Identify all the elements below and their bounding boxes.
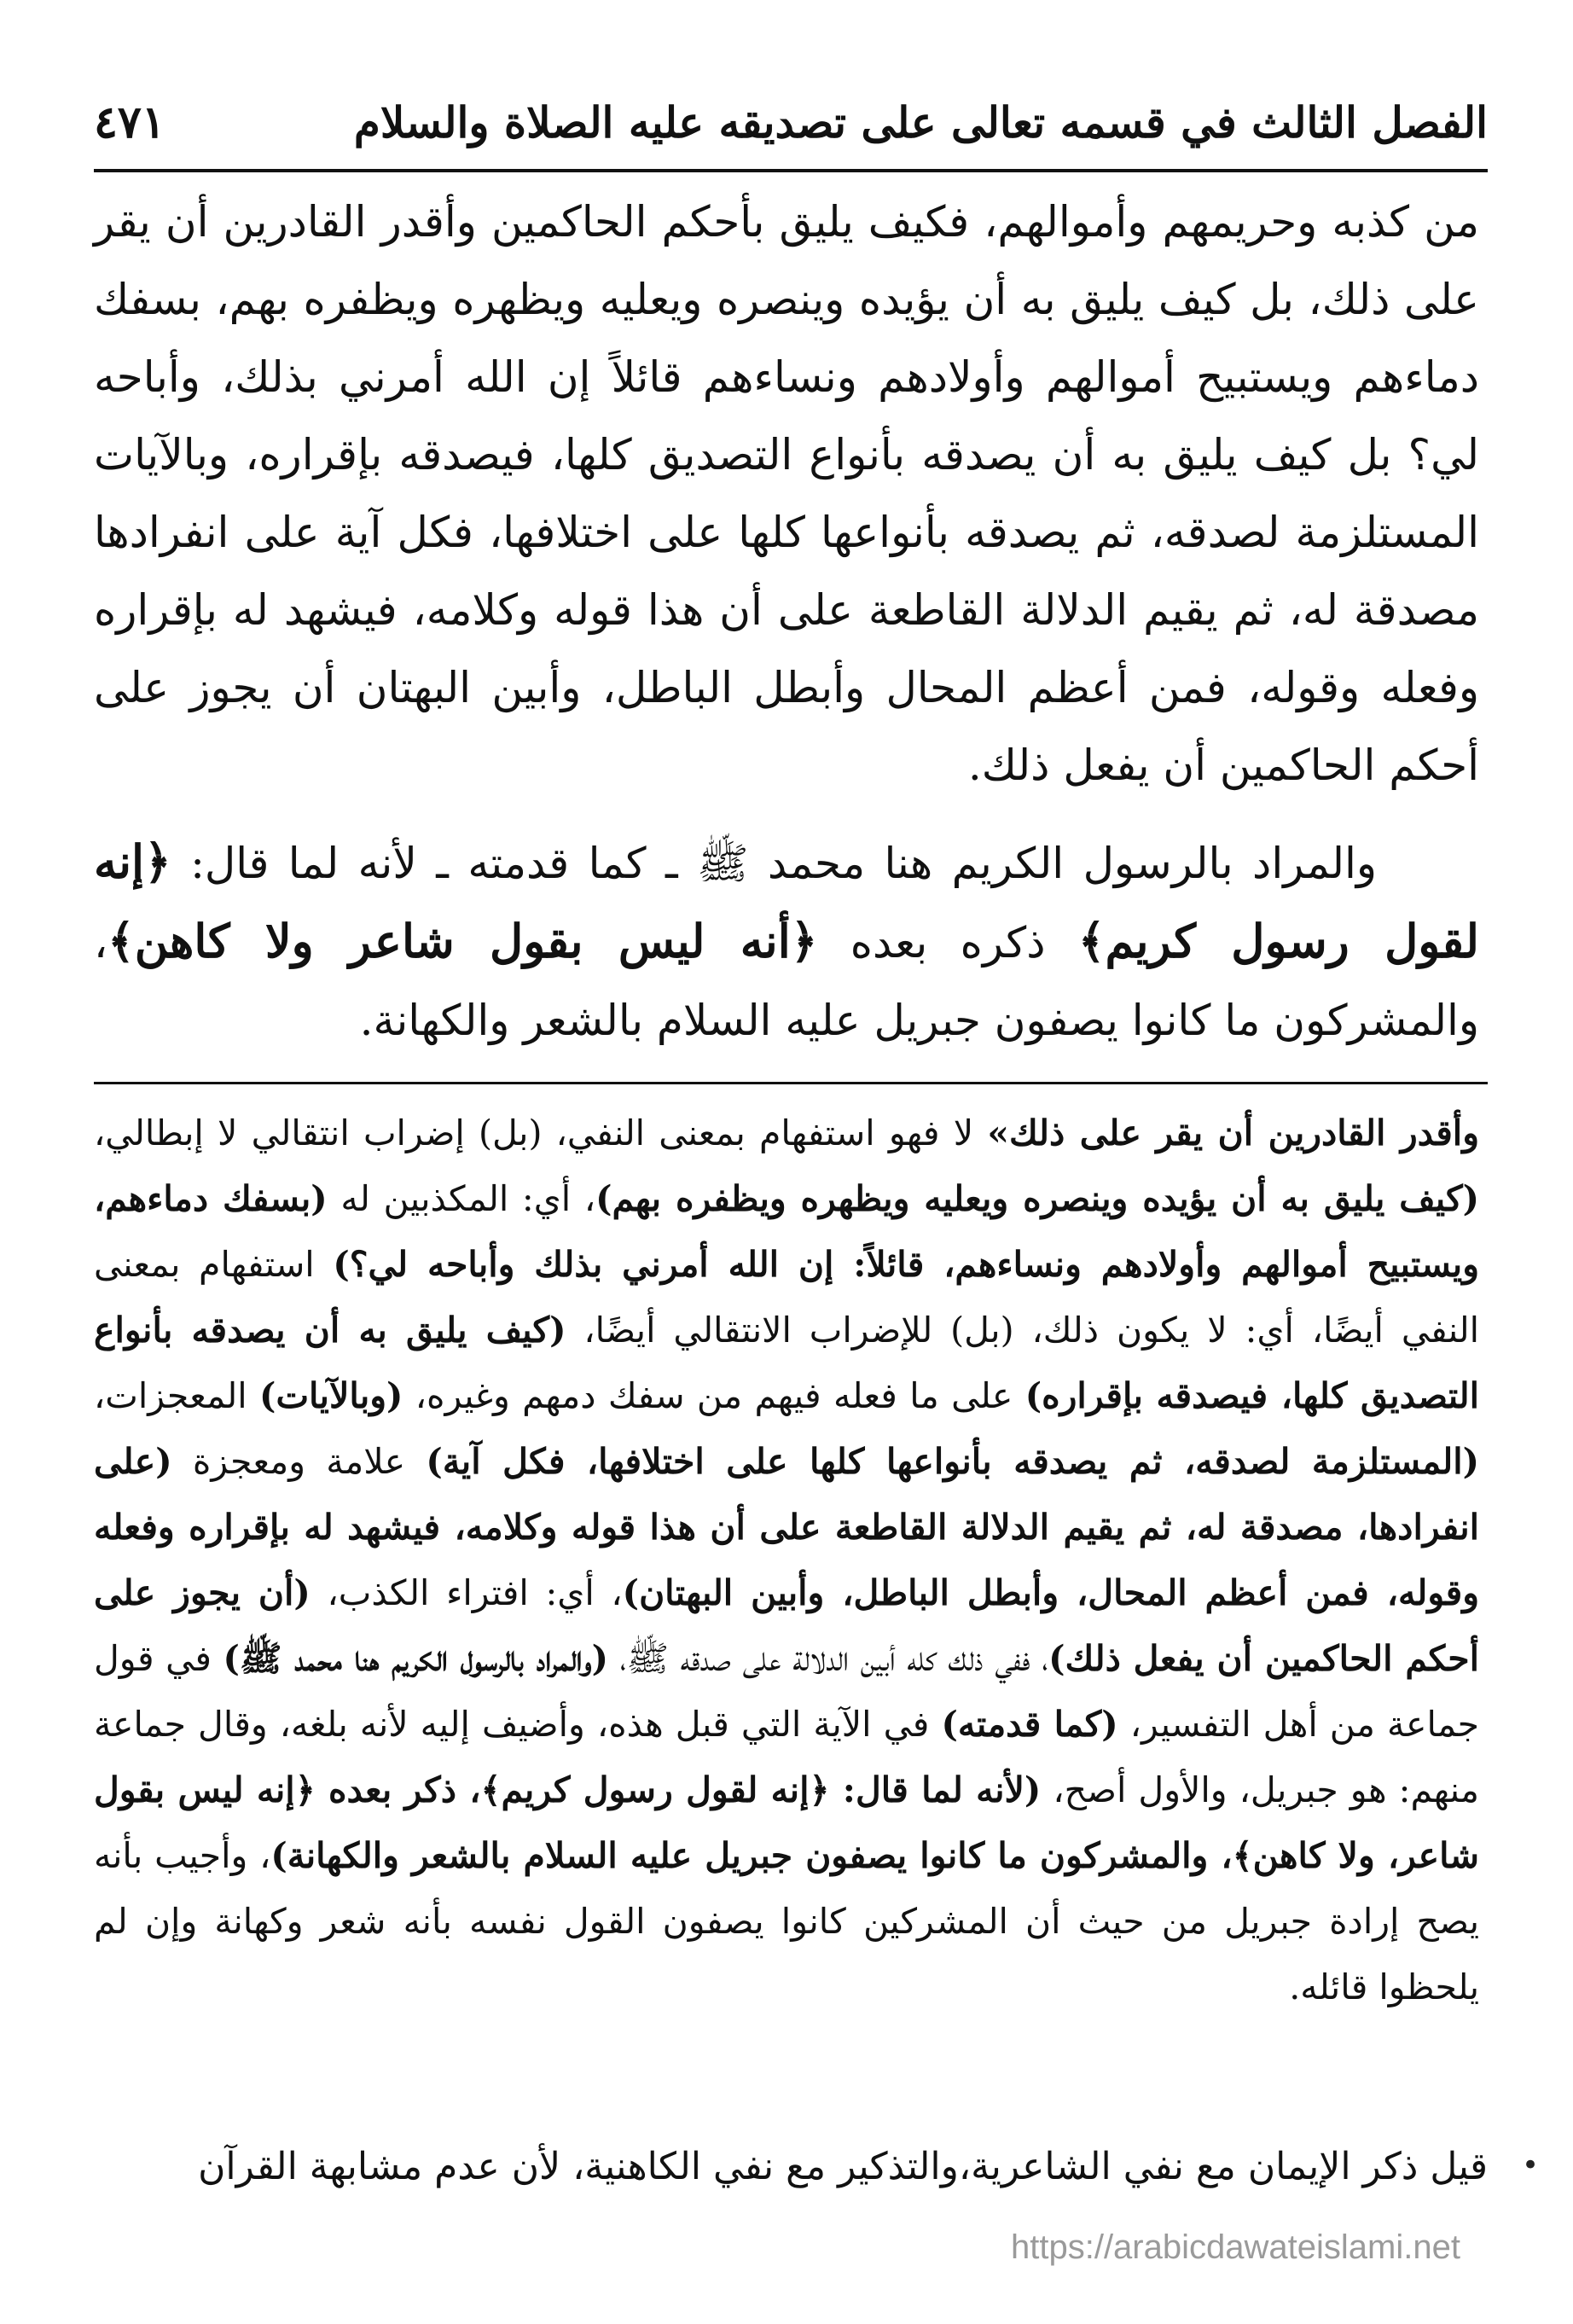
- commentary-text: ، ففي ذلك كله أبين الدلالة على صدقه ﷺ،: [608, 1638, 1049, 1679]
- page-header: [94, 84, 1488, 160]
- commentary-text: في الآية التي قبل هذه، وأضيف إليه لأنه بلغه، وقال جماعة منهم: هو جبريل، والأول أصح،: [94, 1704, 1479, 1810]
- quran-verse-2: ﴿أنه ليس بقول شاعر ولا كاهن﴾: [107, 914, 818, 968]
- footnote-divider: [94, 1082, 1488, 1084]
- header-divider: [94, 169, 1488, 172]
- page-number: ٤٧١: [94, 96, 165, 148]
- commentary-quote: وأقدر القادرين أن يقر على ذلك»: [987, 1113, 1479, 1153]
- commentary-paragraph: [94, 1101, 1479, 2020]
- commentary-quote: (على انفرادها، مصدقة له، ثم يقيم الدلالة القاطعة على أن هذا قوله وكلامه، فيشهد له بإقراره وفعله وقوله، فمن أعظم المحال، وأبطل الباطل، وأبين البهتان): [94, 1441, 1479, 1613]
- paragraph-2-end: ، والمشركون ما كانوا يصفون جبريل عليه السلام بالشعر والكهانة.: [94, 918, 1479, 1045]
- commentary-quote: (أن يجوز على أحكم الحاكمين أن يفعل ذلك): [94, 1572, 1479, 1679]
- paragraph-2-intro: والمراد بالرسول الكريم هنا محمد ﷺ ـ كما قدمته ـ لأنه لما قال:: [190, 839, 1377, 888]
- commentary-quote: (كيف يليق به أن يؤيده وينصره ويعليه ويظهره ويظفره بهم): [595, 1178, 1479, 1219]
- commentary-quote: (كما قدمته): [941, 1704, 1118, 1745]
- commentary-text: على ما فعله فيهم من سفك دمهم وغيره،: [403, 1375, 1025, 1416]
- chapter-title: الفصل الثالث في قسمه تعالى على تصديقه عليه الصلاة والسلام: [353, 96, 1488, 148]
- commentary-quote: (لأنه لما قال: ﴿إنه لقول رسول كريم﴾، ذكر بعده ﴿إنه ليس بقول شاعر، ولا كاهن﴾، والمشركون ما كانوا يصفون جبريل عليه السلام بالشعر والكهانة): [94, 1769, 1479, 1876]
- commentary-quote: (كيف يليق به أن يصدقه بأنواع التصديق كلها، فيصدقه بإقراره): [94, 1310, 1479, 1416]
- bottom-margin-note: قيل ذكر الإيمان مع نفي الشاعرية،والتذكير مع نفي الكاهنية، لأن عدم مشابهة القرآن: [198, 2145, 1488, 2188]
- commentary-text: ، وأجيب بأنه يصح إرادة جبريل من حيث أن المشركين كانوا يصفون القول نفسه بأنه شعر وكهانة وإن لم يلحظوا قائله.: [94, 1835, 1479, 2007]
- paragraph-2-middle: ذكره بعده: [850, 918, 1046, 967]
- commentary-quote: (وبالآيات): [259, 1375, 403, 1416]
- commentary-text: استفهام بمعنى النفي أيضًا، أي: لا يكون ذلك، (بل) للإضراب الانتقالي أيضًا،: [94, 1244, 1479, 1351]
- commentary-text: في قول جماعة من أهل التفسير،: [94, 1638, 1480, 1745]
- commentary-text: لا فهو استفهام بمعنى النفي، (بل) إضراب انتقالي لا إبطالي،: [94, 1113, 988, 1153]
- commentary-text: ، أي: المكذبين له: [327, 1178, 596, 1219]
- margin-marker: •: [1521, 2148, 1539, 2182]
- commentary-quote: (بسفك دماءهم، ويستبيح أموالهم وأولادهم ونساءهم، قائلاً: إن الله أمرني بذلك وأباحه لي؟): [94, 1178, 1479, 1285]
- main-paragraph-1: من كذبه وحريمهم وأموالهم، فكيف يليق بأحكم الحاكمين وأقدر القادرين أن يقر على ذلك، بل كيف يليق به أن يؤيده وينصره ويعليه ويظهره ويظفره بهم، بسفك دماءهم ويستبيح أموالهم وأولادهم ونساءهم قائلاً إن الله أمرني بذلك، وأباحه لي؟ بل كيف يليق به أن يصدقه بأنواع التصديق كلها، فيصدقه بإقراره، وبالآيات المستلزمة لصدقه، ثم يصدقه بأنواعها كلها على اختلافها، فكل آية على انفرادها مصدقة له، ثم يقيم الدلالة القاطعة على أن هذا قوله وكلامه، فيشهد له بإقراره وفعله وقوله، فمن أعظم المحال وأبطل الباطل، وأبين البهتان أن يجوز على أحكم الحاكمين أن يفعل ذلك.: [94, 197, 1479, 790]
- commentary-quote: (والمراد بالرسول الكريم هنا محمد ﷺ): [223, 1638, 609, 1679]
- commentary-section: [94, 1101, 1479, 2020]
- quran-verse-1: ﴿إنه لقول رسول كريم﴾: [94, 834, 1479, 968]
- commentary-text: علامة ومعجزة: [171, 1441, 427, 1482]
- main-text: [94, 183, 1479, 1060]
- main-paragraph-2: [94, 823, 1479, 1060]
- watermark-url: https://arabicdawateislami.net: [1011, 2228, 1460, 2266]
- commentary-text: ، أي: افتراء الكذب،: [310, 1572, 623, 1613]
- commentary-quote: (المستلزمة لصدقه، ثم يصدقه بأنواعها كلها على اختلافها، فكل آية): [426, 1441, 1479, 1482]
- commentary-text: المعجزات،: [94, 1375, 260, 1416]
